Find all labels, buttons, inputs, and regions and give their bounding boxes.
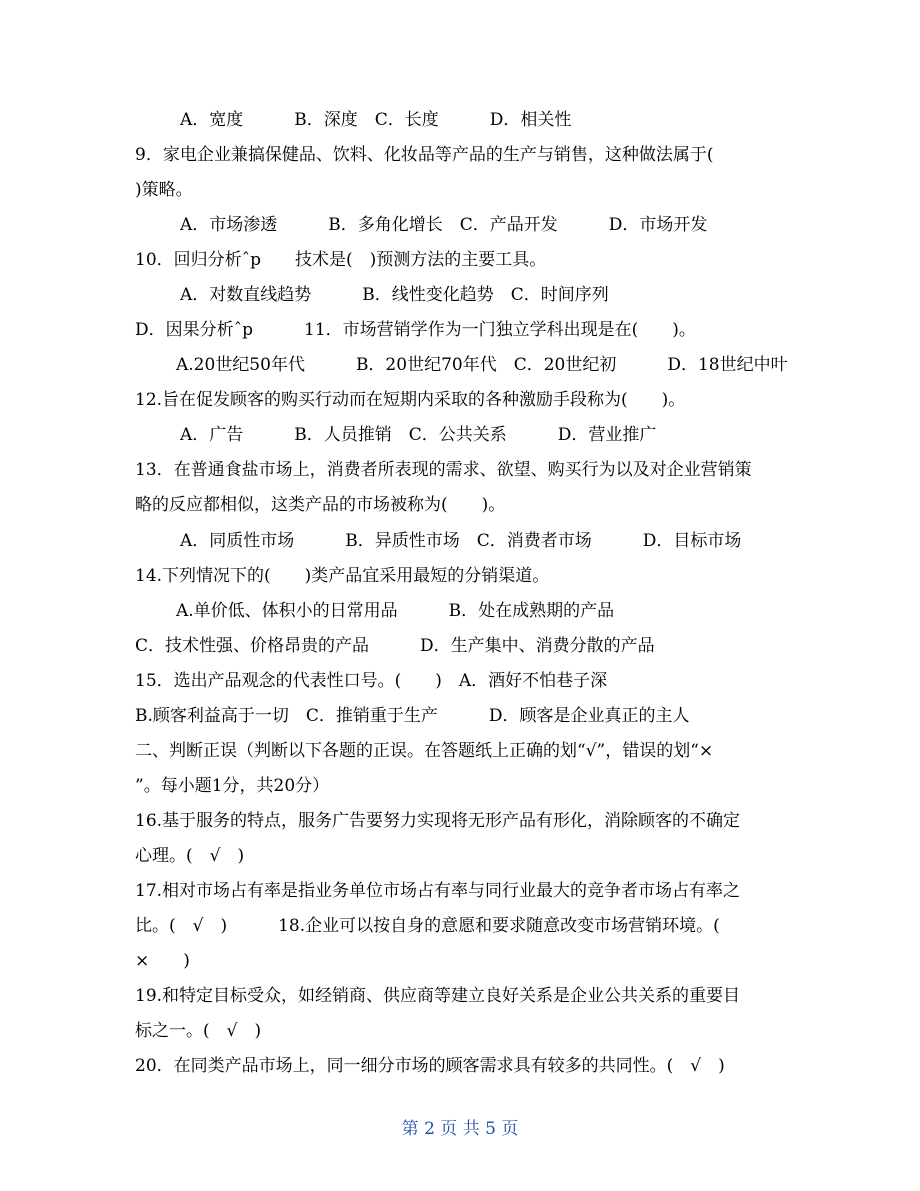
text-line: 20．在同类产品市场上，同一细分市场的顾客需求具有较多的共同性。( √ ) — [135, 1056, 725, 1076]
page-footer: 第 2 页 共 5 页 — [401, 1119, 519, 1139]
text-line: A．广告 B．人员推销 C．公共关系 D．营业推广 — [180, 425, 657, 445]
text-line: B.顾客利益高于一切 C．推销重于生产 D．顾客是企业真正的主人 — [135, 706, 690, 726]
text-line: A．宽度 B．深度 C．长度 D．相关性 — [180, 110, 572, 130]
text-line: )策略。 — [135, 180, 193, 200]
text-line: ”。每小题1分，共20分） — [135, 776, 330, 796]
text-line: 心理。( √ ) — [135, 846, 245, 866]
text-line: D．因果分析ˆp 11．市场营销学作为一门独立学科出现是在( )。 — [135, 320, 696, 340]
text-line: C．技术性强、价格昂贵的产品 D．生产集中、消费分散的产品 — [135, 636, 655, 656]
text-line: A.单价低、体积小的日常用品 B．处在成熟期的产品 — [176, 601, 615, 621]
text-line: 17.相对市场占有率是指业务单位市场占有率与同行业最大的竞争者市场占有率之 — [135, 881, 741, 901]
text-line: A．市场渗透 B．多角化增长 C．产品开发 D．市场开发 — [180, 215, 708, 235]
text-line: A．对数直线趋势 B．线性变化趋势 C．时间序列 — [180, 285, 609, 305]
text-line: 15．选出产品观念的代表性口号。( ) A．酒好不怕巷子深 — [135, 671, 608, 691]
text-line: 12.旨在促发顾客的购买行动而在短期内采取的各种激励手段称为( )。 — [135, 390, 686, 410]
text-line: A．同质性市场 B．异质性市场 C．消费者市场 D．目标市场 — [180, 531, 742, 551]
text-line: 二、判断正误（判断以下各题的正误。在答题纸上正确的划“√”，错误的划“× — [135, 741, 714, 761]
text-line: 标之一。( √ ) — [135, 1021, 262, 1041]
text-line: 19.和特定目标受众，如经销商、供应商等建立良好关系是企业公共关系的重要目 — [135, 986, 741, 1006]
text-line: 9．家电企业兼搞保健品、饮料、化妆品等产品的生产与销售，这种做法属于( — [135, 145, 714, 165]
text-line: 13．在普通食盐市场上，消费者所表现的需求、欲望、购买行为以及对企业营销策 — [135, 460, 752, 480]
text-line: 14.下列情况下的( )类产品宜采用最短的分销渠道。 — [135, 566, 550, 586]
text-line: 略的反应都相似，这类产品的市场被称为( )。 — [135, 495, 506, 515]
text-line: × ) — [135, 951, 190, 971]
text-line: 比。( √ ) 18.企业可以按自身的意愿和要求随意改变市场营销环境。( — [135, 916, 720, 936]
text-line: A.20世纪50年代 B．20世纪70年代 C．20世纪初 D．18世纪中叶 — [176, 355, 788, 375]
text-line: 10．回归分析ˆp 技术是( )预测方法的主要工具。 — [135, 250, 547, 270]
text-line: 16.基于服务的特点，服务广告要努力实现将无形产品有形化，消除顾客的不确定 — [135, 811, 741, 831]
